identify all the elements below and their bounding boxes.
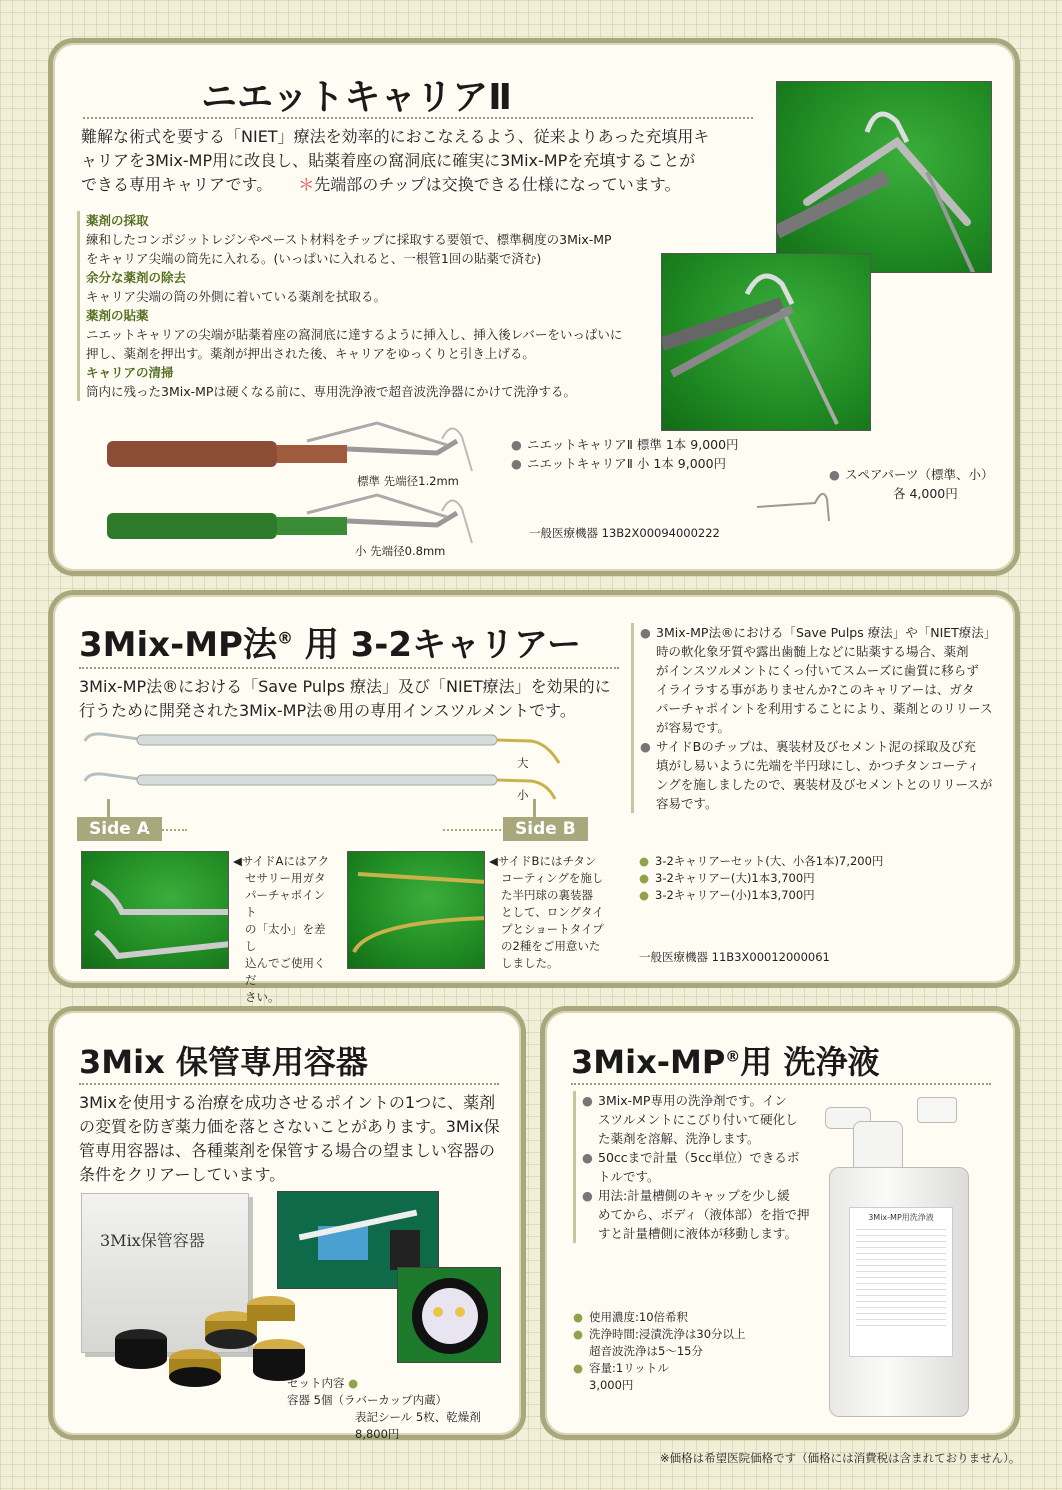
small-label: 小 xyxy=(517,788,529,802)
point-item: ● 3Mix-MP法®における「Save Pulps 療法」や「NIET療法」 時の軟化象牙質や露出歯髄上などに貼薬する場合、薬剤 がインスツルメントにくっ付いてスムーズに歯質に移らず イライラする事がありませんか?このキャリアーは、ガタ パーチャポイントを利用することにより、薬剤とのリリース が容易です。 xyxy=(640,623,1001,737)
container-jar-closeup xyxy=(397,1267,501,1363)
side-a-desc xyxy=(233,853,333,1006)
niet-note: 先端部のチップは交換できる仕様になっています。 xyxy=(314,175,681,194)
side-b-connector xyxy=(533,799,536,819)
standard-tip-label: 標準 先端径1.2mm xyxy=(357,474,459,488)
container-set-contents xyxy=(287,1375,517,1443)
point-item: ● 50ccまで計量（5cc単位）できるボ トルです。 xyxy=(582,1148,813,1186)
container-title: 3Mix 保管専用容器 xyxy=(79,1043,368,1081)
desc-line: の「太小」を差し xyxy=(245,922,326,953)
desc-line: プとショートタイプ xyxy=(501,922,604,936)
intro-line: ャリアを3Mix-MP用に改良し、貼薬着座の窩洞底に確実に3Mix-MPを充填することが xyxy=(81,151,696,170)
price-item: ● 3-2キャリアー(小)1本3,700円 xyxy=(639,887,883,904)
spare-price: 各 4,000円 xyxy=(893,486,958,501)
spare-parts xyxy=(829,465,994,503)
container-panel xyxy=(48,1006,526,1440)
spare-label: ● スペアパーツ（標準、小） xyxy=(829,465,994,484)
desc-line: さい。 xyxy=(245,990,280,1004)
cleaner-bottle-image xyxy=(825,1097,973,1419)
carrier-points xyxy=(631,623,1001,813)
spec-item: ● 容量:1リットル 3,000円 xyxy=(573,1360,793,1394)
price-item: ● 3-2キャリアーセット(大、小各1本)7,200円 xyxy=(639,853,883,870)
set-line: 表記シール 5枚、乾燥剤 xyxy=(355,1410,481,1424)
carrier-tip-illustration xyxy=(777,82,992,273)
container-price: 8,800円 xyxy=(355,1427,400,1441)
title-underline xyxy=(83,117,753,119)
desc-line: の2種をご用意いた xyxy=(501,939,601,953)
cleaner-panel xyxy=(540,1006,1020,1440)
carrier-title: 3Mix-MP法® 用 3-2キャリアー xyxy=(79,625,582,665)
desc-line: 込んでご使用くだ xyxy=(245,956,326,987)
point-item: ● 3Mix-MP専用の洗浄剤です。イン スツルメントにこびり付いて硬化し た薬剤を溶解、洗浄します。 xyxy=(582,1091,813,1148)
spec-item: ● 使用濃度:10倍希釈 xyxy=(573,1309,793,1326)
bottle-label: 3Mix-MP用洗浄液 xyxy=(868,1213,934,1222)
intro-line: 3Mixを使用する治療を成功させるポイントの1つに、薬剤 xyxy=(79,1093,496,1112)
desc-line: しました。 xyxy=(501,956,559,970)
price-item: ● ニエットキャリアⅡ 小 1本 9,000円 xyxy=(511,454,739,473)
spec-item: ● 洗浄時間:浸漬洗浄は30分以上 超音波洗浄は5〜15分 xyxy=(573,1326,793,1360)
side-a-photo xyxy=(81,851,229,969)
title-underline xyxy=(79,1083,499,1085)
carrier-price-list xyxy=(639,853,883,904)
side-a-connector xyxy=(107,799,110,819)
step-text: ニエットキャリアの尖端が貼薬着座の窩洞底に達するように挿入し、挿入後レバーをいっぱいに xyxy=(86,327,623,342)
step-text: をキャリア尖端の筒先に入れる。(いっぱいに入れると、一根管1回の貼薬で済む) xyxy=(86,251,542,266)
carrier-tip-photo-1 xyxy=(776,81,992,273)
point-item: ● サイドBのチップは、裏装材及びセメント泥の採取及び充 填がし易いように先端を半円球にし、かつチタンコーティ ングを施しましたので、裏装材及びセメントとのリリースが 容易です。 xyxy=(640,737,1001,813)
step-text: 筒内に残った3Mix-MPは硬くなる前に、専用洗浄液で超音波洗浄器にかけて洗浄する。 xyxy=(86,384,576,399)
carrier-tip-illustration xyxy=(662,254,871,431)
step-text: キャリア尖端の筒の外側に着いている薬剤を拭取る。 xyxy=(86,289,387,304)
carrier-instruments-image xyxy=(79,729,569,809)
box-label: 3Mix保管容器 xyxy=(100,1231,205,1250)
niet-intro xyxy=(81,125,781,197)
niet-carrier-panel xyxy=(48,38,1020,576)
large-label: 大 xyxy=(517,756,529,770)
carrier-intro xyxy=(79,675,639,723)
intro-line: 条件をクリアーしています。 xyxy=(79,1165,286,1184)
niet-title: ニエットキャリアⅡ xyxy=(201,77,512,118)
side-a-tag: Side A xyxy=(77,817,162,841)
asterisk-icon: ＊ xyxy=(298,175,315,194)
intro-line: できる専用キャリアです。 ＊先端部のチップは交換できる仕様になっています。 xyxy=(81,175,681,194)
price-footnote: ※価格は希望医院価格です（価格には消費税は含まれておりません）。 xyxy=(660,1451,1021,1465)
spare-part-image xyxy=(755,473,835,523)
step-heading: 余分な薬剤の除去 xyxy=(86,270,187,285)
intro-line: 管専用容器は、各種薬剤を保管する場合の望ましい容器の xyxy=(79,1141,496,1160)
desc-line: として、ロングタイ xyxy=(501,905,604,919)
step-heading: キャリアの清掃 xyxy=(86,365,174,380)
cleaner-title: 3Mix-MP®用 洗浄液 xyxy=(571,1043,880,1081)
cleaner-specs xyxy=(573,1309,793,1394)
side-b-dotted-arrow xyxy=(443,829,501,831)
niet-registration: 一般医療機器 13B2X00094000222 xyxy=(529,526,720,540)
intro-line: 難解な術式を要する「NIET」療法を効率的におこなえるよう、従来よりあった充填用キ xyxy=(81,127,710,146)
triangle-left-icon: ◀ xyxy=(233,854,242,868)
step-text: 押し、薬剤を押出す。薬剤が押出された後、キャリアをゆっくりと引き上げる。 xyxy=(86,346,535,361)
desc-line: パーチャポイント xyxy=(245,888,326,919)
container-intro xyxy=(79,1091,519,1187)
side-b-photo xyxy=(347,851,485,969)
set-line: セット内容 ● 容器 5個（ラバーカップ内蔵） xyxy=(287,1376,448,1407)
title-underline xyxy=(79,667,619,669)
desc-line: ◀サイドAにはアク xyxy=(233,854,330,868)
intro-line: 行うために開発された3Mix-MP法®用の専用インスツルメントです。 xyxy=(79,701,576,720)
niet-steps xyxy=(77,211,657,401)
desc-line: セサリー用ガタ xyxy=(245,871,326,885)
niet-price-list xyxy=(511,435,739,473)
intro-line: の変質を防ぎ薬力価を落とさないことがあります。3Mix保 xyxy=(79,1117,500,1136)
price-item: ● 3-2キャリアー(大)1本3,700円 xyxy=(639,870,883,887)
desc-line: コーティングを施し xyxy=(501,871,604,885)
carrier-registration: 一般医療機器 11B3X00012000061 xyxy=(639,950,830,964)
title-underline xyxy=(571,1083,991,1085)
price-item: ● ニエットキャリアⅡ 標準 1本 9,000円 xyxy=(511,435,739,454)
intro-line: 3Mix-MP法®における「Save Pulps 療法」及び「NIET療法」を効果的に xyxy=(79,677,611,696)
cleaner-points xyxy=(573,1091,813,1243)
triangle-left-icon: ◀ xyxy=(489,854,498,868)
small-tip-label: 小 先端径0.8mm xyxy=(355,544,446,558)
point-item: ● 用法:計量槽側のキャップを少し緩 めてから、ボディ（液体部）を指で押 すと計量槽側に液体が移動します。 xyxy=(582,1186,813,1243)
desc-line: た半円球の裏装器 xyxy=(501,888,593,902)
step-heading: 薬剤の採取 xyxy=(86,213,149,228)
bullet-icon: ● xyxy=(344,1376,359,1390)
side-b-desc xyxy=(489,853,609,972)
carrier-32-panel xyxy=(48,590,1020,1004)
step-heading: 薬剤の貼薬 xyxy=(86,308,149,323)
side-a-dotted-arrow xyxy=(147,829,187,831)
desc-line: ◀サイドBにはチタン xyxy=(489,854,597,868)
step-text: 練和したコンポジットレジンやペースト材料をチップに採取する要領で、標準稠度の3Mix-MP xyxy=(86,232,612,247)
carrier-tip-photo-2 xyxy=(661,253,871,431)
side-b-tag: Side B xyxy=(503,817,588,841)
